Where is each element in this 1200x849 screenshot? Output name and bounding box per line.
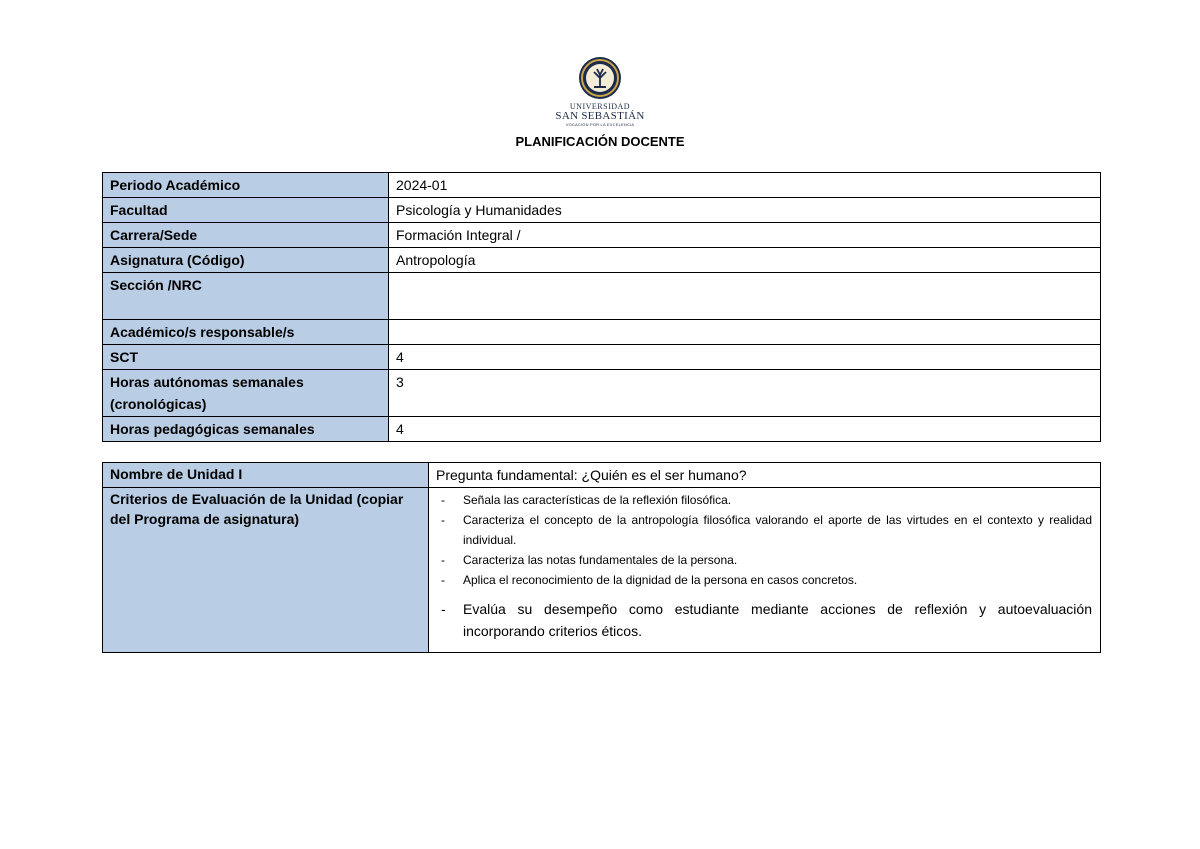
- row-label-facultad: Facultad: [103, 198, 389, 223]
- list-item: - Aplica el reconocimiento de la dignidad de la persona en casos concretos.: [463, 570, 1092, 590]
- list-item: - Evalúa su desempeño como estudiante mediante acciones de reflexión y autoevaluación incorporando criterios éticos.: [463, 598, 1092, 642]
- list-item: - Caracteriza el concepto de la antropología filosófica valorando el aporte de las virtudes en el contexto y realidad individual.: [463, 510, 1092, 550]
- course-info-table: [102, 172, 1101, 442]
- row-label-horas-pedagogicas: Horas pedagógicas semanales: [103, 417, 389, 442]
- row-value-periodo: 2024-01: [389, 173, 1101, 198]
- row-label-seccion: Sección /NRC: [103, 273, 389, 320]
- unit-name-label: Nombre de Unidad I: [103, 463, 429, 488]
- table-row: [103, 273, 1101, 320]
- row-label-horas-autonomas: Horas autónomas semanales (cronológicas): [103, 370, 389, 417]
- criteria-label: Criterios de Evaluación de la Unidad (copiar del Programa de asignatura): [103, 488, 429, 653]
- table-row: [103, 223, 1101, 248]
- list-item: - Señala las características de la reflexión filosófica.: [463, 490, 1092, 510]
- row-label-sct: SCT: [103, 345, 389, 370]
- row-value-seccion: [389, 273, 1101, 320]
- row-value-facultad: Psicología y Humanidades: [389, 198, 1101, 223]
- row-value-carrera: Formación Integral /: [389, 223, 1101, 248]
- row-label-periodo: Periodo Académico: [103, 173, 389, 198]
- table-row: [103, 488, 1101, 653]
- unit-question: Pregunta fundamental: ¿Quién es el ser humano?: [429, 463, 1101, 488]
- page-title: PLANIFICACIÓN DOCENTE: [515, 134, 685, 149]
- table-row: [103, 248, 1101, 273]
- logo-motto: VOCACIÓN POR LA EXCELENCIA: [565, 122, 635, 127]
- university-seal-icon: [578, 56, 622, 100]
- table-row: [103, 320, 1101, 345]
- row-label-academico: Académico/s responsable/s: [103, 320, 389, 345]
- logo-university-label: UNIVERSIDAD: [569, 102, 631, 111]
- row-label-carrera: Carrera/Sede: [103, 223, 389, 248]
- table-row: [103, 417, 1101, 442]
- row-value-horas-autonomas: 3: [389, 370, 1101, 417]
- row-value-asignatura: Antropología: [389, 248, 1101, 273]
- unit-table: [102, 462, 1101, 653]
- row-label-asignatura: Asignatura (Código): [103, 248, 389, 273]
- university-logo: [540, 56, 660, 136]
- list-item: - Caracteriza las notas fundamentales de la persona.: [463, 550, 1092, 570]
- table-row: [103, 198, 1101, 223]
- criteria-cell: [429, 488, 1101, 653]
- table-row: [103, 345, 1101, 370]
- table-row: [103, 370, 1101, 417]
- logo-university-name: SAN SEBASTIÁN: [555, 110, 645, 122]
- table-row: [103, 173, 1101, 198]
- row-value-sct: 4: [389, 345, 1101, 370]
- criteria-list: [437, 490, 1092, 642]
- table-row: [103, 463, 1101, 488]
- row-value-horas-pedagogicas: 4: [389, 417, 1101, 442]
- row-value-academico: [389, 320, 1101, 345]
